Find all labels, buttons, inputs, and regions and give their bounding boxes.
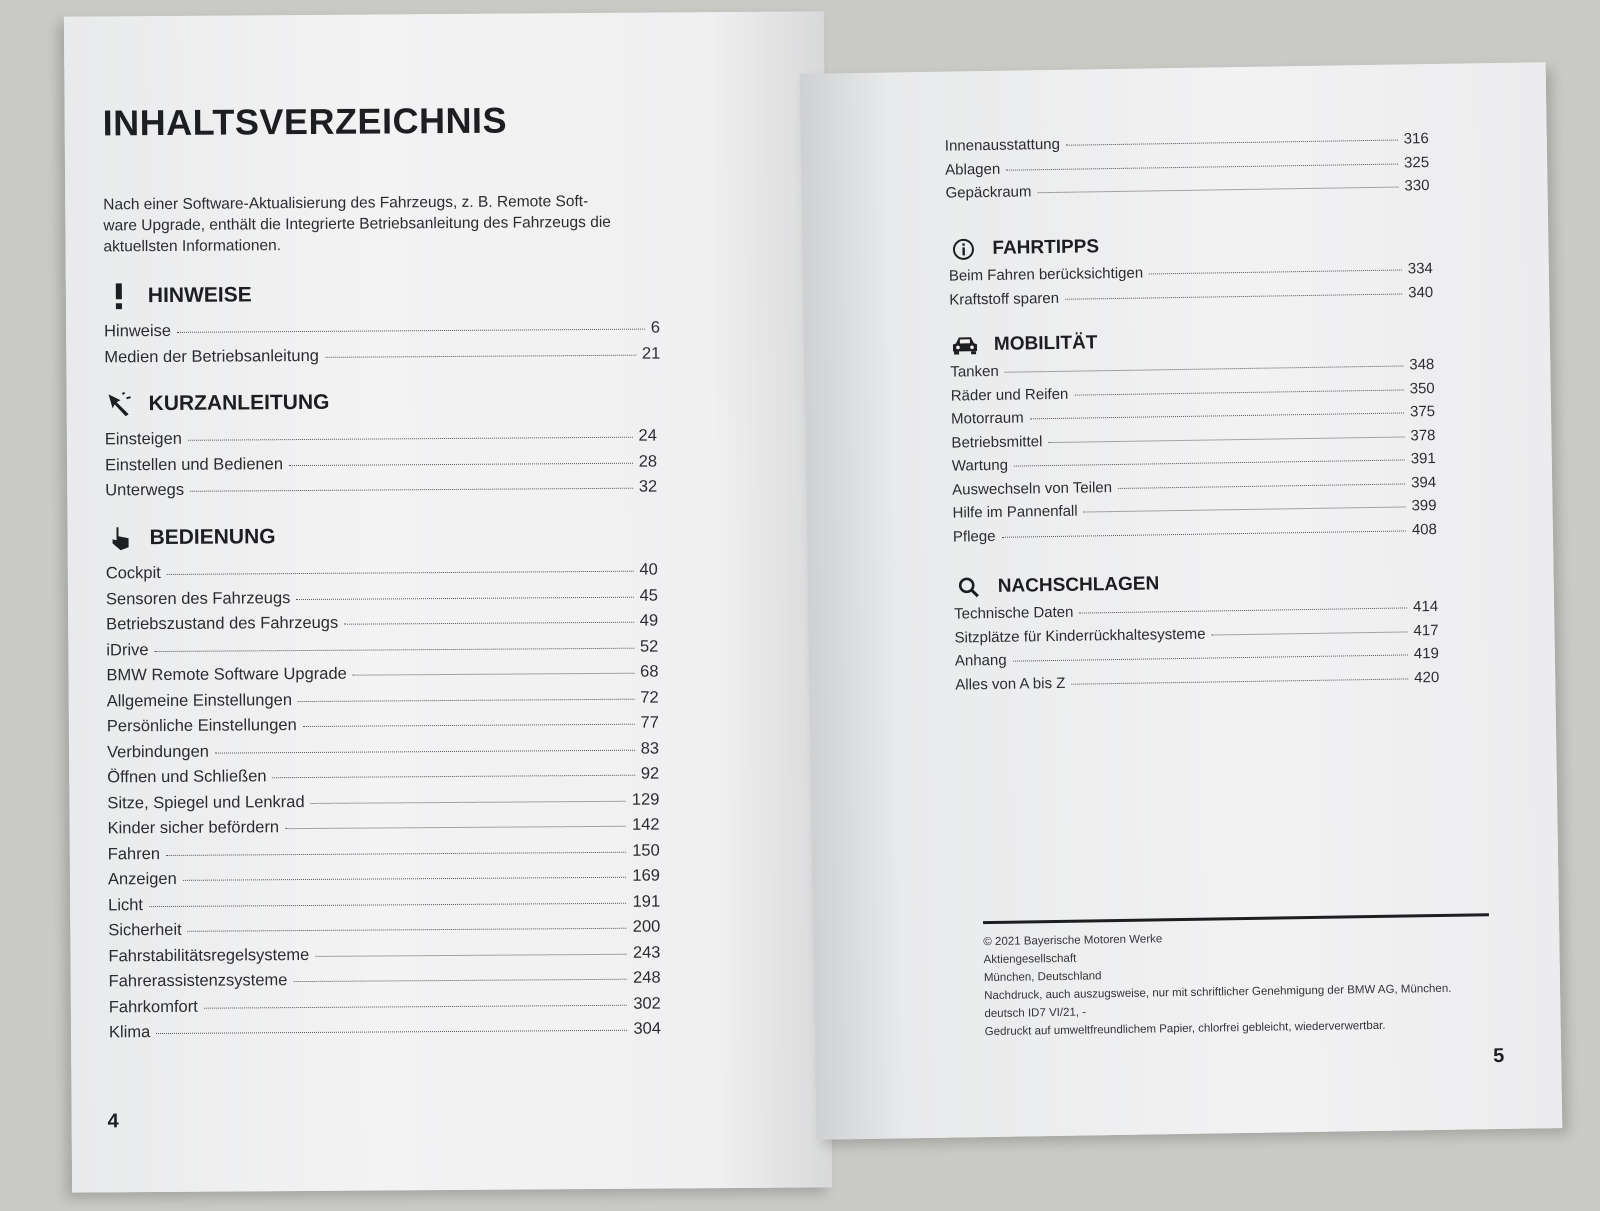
toc-entry-page: 40 [639,560,658,579]
page-title: INHALTSVERZEICHNIS [102,99,508,144]
toc-entry-label: iDrive [106,640,149,659]
leader-dots [1014,459,1405,466]
section-heading-label: FAHRTIPPS [992,236,1100,259]
toc-entry-page: 316 [1403,130,1429,148]
toc-entry[interactable] [108,867,660,896]
leader-dots [1002,530,1406,537]
left-page [64,11,832,1192]
toc-entry[interactable] [108,943,660,972]
toc-entry-label: Innenausstattung [944,135,1061,155]
imprint-line: © 2021 Bayerische Motoren Werke [983,933,1163,949]
toc-entry-page: 399 [1411,496,1437,515]
section-heading-label: NACHSCHLAGEN [997,573,1160,597]
toc-entry-page: 394 [1411,473,1437,491]
page-number: 4 [107,1110,119,1133]
toc-entry[interactable] [106,663,658,692]
toc-entry-page: 334 [1407,260,1433,278]
toc-entry[interactable] [109,969,661,998]
leader-dots [293,979,627,982]
toc-entry-page: 419 [1413,644,1439,663]
toc-entry-label: Allgemeine Einstellungen [106,690,293,710]
toc-entry-page: 417 [1413,621,1439,639]
toc-entry[interactable] [108,841,660,870]
hand-pointer-icon [105,526,135,550]
toc-entry-page: 6 [650,318,661,337]
toc-entry[interactable] [108,816,660,845]
section-heading-label: KURZANLEITUNG [148,390,330,416]
toc-entry-label: Öffnen und Schließen [107,767,267,787]
toc-entry-label: Anhang [954,651,1007,670]
leader-dots [183,877,627,881]
toc-entry-label: Ablagen [945,160,1001,179]
info-circle-icon [948,237,978,261]
quickstart-icon [105,392,135,416]
toc-entry-label: Gepäckraum [945,183,1032,202]
toc-entry-label: Anzeigen [107,869,177,889]
toc-entry-label: Räder und Reifen [950,385,1069,405]
leader-dots [315,953,627,956]
toc-entry-label: Pflege [952,527,996,546]
leader-dots [298,698,634,701]
section-heading-kurzanleitung [105,391,330,417]
toc-entry[interactable] [106,637,658,666]
toc-entry-label: Cockpit [105,564,161,583]
leader-dots [1048,436,1404,443]
toc-entry-page: 21 [641,344,661,363]
toc-entry-label: BMW Remote Software Upgrade [106,664,347,685]
leader-dots [166,851,626,855]
toc-entry[interactable] [109,1020,661,1049]
leader-dots [1005,365,1404,372]
toc-entry-label: Fahrkomfort [108,997,198,1016]
toc-entry-label: Fahrerassistenzsysteme [108,971,288,991]
toc-entry-page: 414 [1412,597,1439,616]
toc-entry-page: 302 [633,994,661,1013]
toc-entry-label: Alles von A bis Z [955,674,1066,694]
toc-entry-label: Kinder sicher befördern [107,818,280,838]
toc-entry-page: 68 [640,662,659,681]
toc-entry[interactable] [107,790,659,819]
leader-dots [188,928,627,932]
toc-list-fahrtipps [949,260,1434,315]
imprint [983,926,1452,1041]
toc-entry-label: Betriebsmittel [951,432,1043,452]
leader-dots [1074,389,1403,395]
leader-dots [1079,607,1407,613]
page-number: 5 [1493,1044,1505,1068]
toc-entry[interactable] [107,688,659,717]
leader-dots [1037,187,1398,194]
toc-entry[interactable] [104,344,660,373]
leader-dots [177,329,645,333]
toc-entry[interactable] [105,478,657,507]
leader-dots [273,775,635,779]
section-heading-bedienung [105,525,275,550]
leader-dots [188,437,633,441]
leader-dots [296,596,633,599]
leader-dots [156,1030,627,1034]
toc-entry-page: 408 [1411,520,1438,538]
leader-dots [1013,654,1408,661]
toc-entry-label: Hinweise [104,321,172,341]
toc-entry-page: 375 [1409,402,1436,421]
exclamation-icon [104,284,134,308]
toc-entry-page: 420 [1414,668,1440,686]
toc-entry[interactable] [106,612,658,641]
toc-list-mobilitaet [950,356,1437,552]
toc-entry-page: 340 [1408,283,1434,301]
toc-entry-label: Auswechseln von Teilen [952,478,1113,499]
leader-dots [1118,483,1405,489]
toc-entry-label: Sensoren des Fahrzeugs [105,588,291,608]
leader-dots [1071,678,1408,684]
toc-entry-page: 169 [632,866,660,885]
section-heading-label: HINWEISE [147,283,252,308]
leader-dots [1211,631,1407,635]
toc-entry-label: Unterwegs [105,480,185,500]
leader-dots [344,622,634,625]
toc-entry-page: 325 [1403,153,1430,171]
leader-dots [325,354,636,357]
leader-dots [285,826,626,829]
toc-list-nachschlagen [954,598,1439,700]
toc-entry-page: 45 [639,586,659,605]
imprint-rule [983,913,1489,924]
toc-entry-page: 83 [640,739,660,758]
toc-entry[interactable] [108,918,660,947]
car-icon [950,333,980,357]
toc-entry[interactable] [105,427,657,456]
toc-entry-page: 77 [640,713,659,732]
imprint-line: München, Deutschland [983,970,1102,985]
leader-dots [167,571,634,575]
toc-entry-label: Verbindungen [106,742,209,761]
toc-entry-page: 304 [633,1019,662,1038]
toc-entry-label: Technische Daten [954,603,1074,623]
toc-entry-page: 200 [632,917,661,936]
toc-entry-page: 92 [640,764,660,783]
toc-entry-page: 391 [1410,449,1436,468]
leader-dots [1149,269,1402,274]
toc-list-kurzanleitung [105,427,658,507]
toc-entry-label: Sicherheit [108,920,182,940]
toc-entry-page: 243 [632,943,661,962]
leader-dots [1066,140,1398,146]
toc-entry-label: Sitze, Spiegel und Lenkrad [107,792,305,812]
toc-entry-label: Betriebszustand des Fahrzeugs [106,613,339,634]
toc-entry-label: Fahrstabilitätsregelsysteme [108,945,310,965]
toc-entry[interactable] [107,739,659,768]
toc-entry-page: 49 [639,611,659,630]
leader-dots [1084,506,1406,512]
toc-entry-page: 248 [633,968,661,987]
toc-entry-page: 350 [1409,379,1435,397]
section-heading-fahrtipps [948,235,1099,261]
toc-entry-label: Tanken [950,362,999,381]
section-heading-mobilitaet [950,331,1098,357]
toc-entry-label: Beim Fahren berücksichtigen [948,264,1144,285]
magnifier-icon [954,575,984,599]
section-heading-nachschlagen [954,572,1160,599]
toc-entry-label: Wartung [951,456,1009,475]
imprint-line: Gedruckt auf umweltfreundlichem Papier, chlorfrei gebleicht, wiederverwertbar. [984,1019,1386,1039]
leader-dots [155,647,634,651]
toc-entry-page: 150 [632,841,660,860]
leader-dots [289,462,633,465]
toc-entry-page: 72 [640,688,659,707]
toc-entry[interactable] [105,452,657,481]
right-page [800,62,1563,1140]
toc-entry-label: Einsteigen [104,429,182,449]
toc-list-bedienung [106,561,661,1049]
leader-dots [1006,163,1398,170]
toc-entry-label: Persönliche Einstellungen [106,716,297,736]
toc-entry-page: 348 [1409,355,1435,374]
leader-dots [1030,412,1404,419]
toc-entry-label: Licht [108,895,144,914]
leader-dots [1065,293,1402,299]
toc-entry[interactable] [104,319,660,348]
toc-entry[interactable] [108,892,660,921]
leader-dots [353,673,634,676]
leader-dots [303,724,635,727]
leader-dots [149,902,627,906]
toc-entry-page: 28 [638,452,658,471]
section-heading-hinweise [104,283,252,308]
toc-entry[interactable] [109,994,661,1023]
toc-entry-label: Fahren [107,844,161,863]
toc-entry-label: Sitzplätze für Kinderrückhaltesysteme [954,625,1206,647]
intro-line: ware Upgrade, enthält die Integrierte Betriebsanleitung des Fahrzeugs die [103,213,611,235]
toc-entry-label: Einstellen und Bedienen [104,454,284,474]
imprint-line: Aktiengesellschaft [983,952,1077,967]
leader-dots [311,800,626,803]
section-heading-label: BEDIENUNG [149,525,276,550]
toc-entry-label: Motorraum [950,409,1024,428]
toc-list-continued [945,130,1430,208]
intro-line: aktuellsten Informationen. [103,237,282,256]
toc-entry-label: Klima [108,1023,151,1042]
toc-entry[interactable] [107,765,659,794]
leader-dots [204,1004,628,1008]
toc-entry-page: 378 [1410,426,1436,444]
intro-text [103,190,663,257]
toc-entry[interactable] [106,561,658,590]
toc-entry-page: 24 [638,426,657,445]
toc-list-hinweise [104,319,660,374]
leader-dots [190,488,633,492]
leader-dots [215,749,635,753]
toc-entry-page: 142 [631,815,660,834]
imprint-line: deutsch ID7 VI/21, - [984,1006,1087,1021]
toc-entry-page: 330 [1404,177,1430,195]
toc-entry-label: Hilfe im Pannenfall [952,502,1078,522]
intro-line: Nach einer Software-Aktualisierung des Fahrzeugs, z. B. Remote Soft- [103,193,589,214]
section-heading-label: MOBILITÄT [993,332,1098,355]
toc-entry[interactable] [106,586,658,615]
toc-entry-page: 52 [639,637,659,656]
toc-entry[interactable] [107,714,659,743]
toc-entry-page: 129 [631,790,660,809]
toc-entry-page: 32 [638,477,658,496]
toc-entry-page: 191 [632,892,661,911]
toc-entry-label: Medien der Betriebsanleitung [104,346,319,366]
toc-entry-label: Kraftstoff sparen [949,289,1060,309]
imprint-line: Nachdruck, auch auszugsweise, nur mit schriftlicher Genehmigung der BMW AG, München. [984,982,1452,1003]
